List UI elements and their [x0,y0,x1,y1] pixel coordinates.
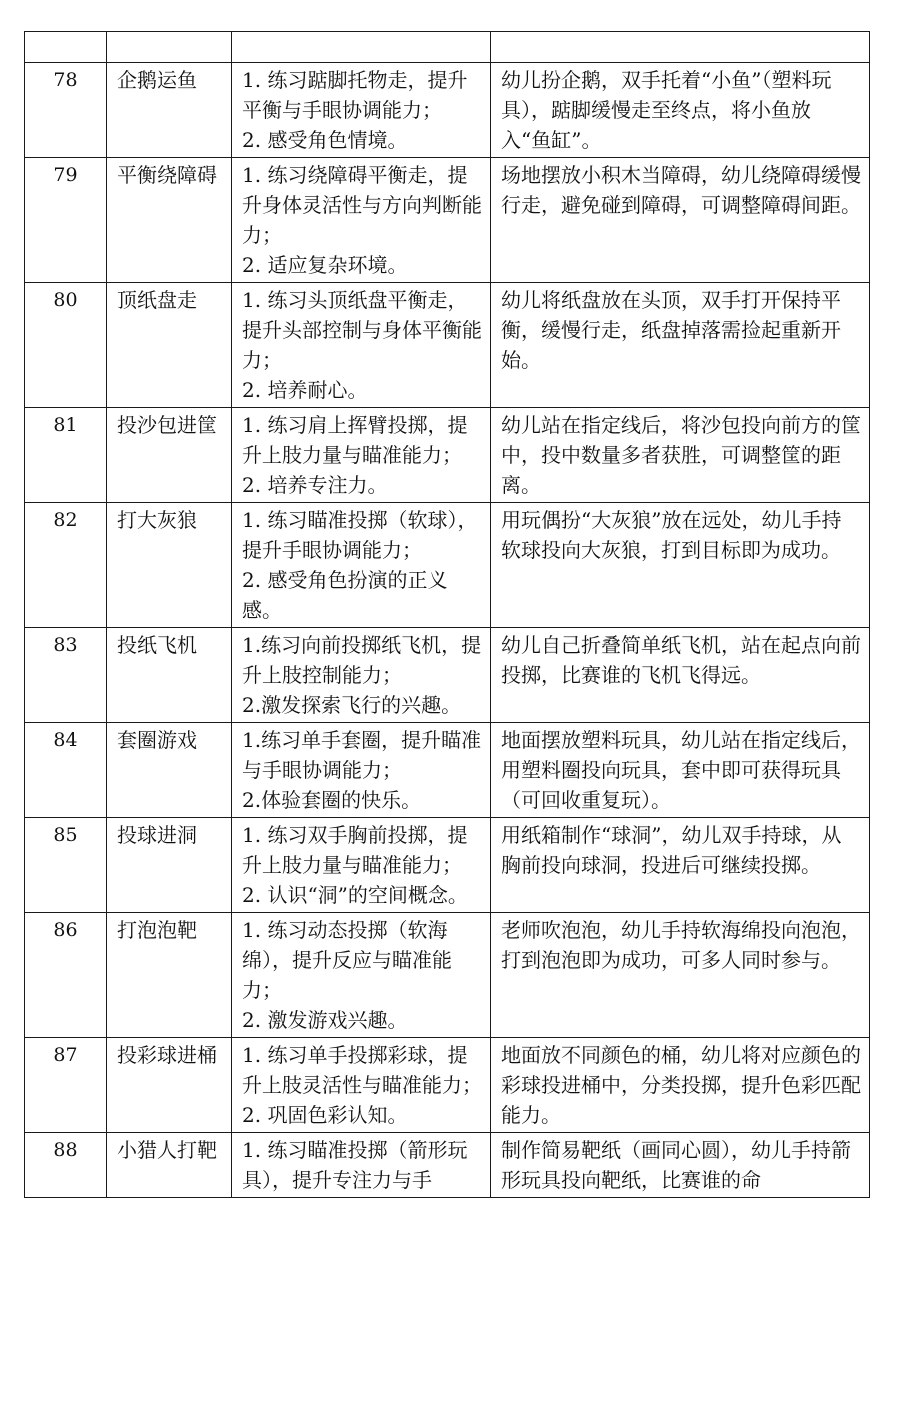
goal-item: 2.体验套圈的快乐。 [242,788,422,812]
activity-goals [232,283,491,408]
activity-name: 投纸飞机 [107,628,232,723]
activity-number: 78 [25,63,107,158]
table-header-row [25,32,870,63]
activity-name: 顶纸盘走 [107,283,232,408]
activity-table-body [25,32,870,1198]
activity-goals [232,408,491,503]
table-row [25,158,870,283]
goal-item: 2. 培养耐心。 [242,378,368,402]
goal-item: 2. 感受角色情境。 [242,128,408,152]
activity-name: 打泡泡靶 [107,913,232,1038]
activity-name: 小猎人打靶 [107,1133,232,1198]
activity-method: 地面摆放塑料玩具，幼儿站在指定线后，用塑料圈投向玩具，套中即可获得玩具（可回收重复玩）。 [491,723,870,818]
activity-number: 79 [25,158,107,283]
activity-goals [232,628,491,723]
activity-name: 投彩球进桶 [107,1038,232,1133]
activity-method: 幼儿将纸盘放在头顶，双手打开保持平衡，缓慢行走，纸盘掉落需捡起重新开始。 [491,283,870,408]
activity-goals [232,723,491,818]
table-row [25,723,870,818]
activity-name: 打大灰狼 [107,503,232,628]
activity-number: 86 [25,913,107,1038]
activity-table [24,31,870,1198]
activity-method: 制作简易靶纸（画同心圆），幼儿手持箭形玩具投向靶纸，比赛谁的命 [491,1133,870,1198]
goal-item: 1. 练习双手胸前投掷，提升上肢力量与瞄准能力； [242,823,468,877]
goal-item: 1. 练习瞄准投掷（软球），提升手眼协调能力； [242,508,478,562]
table-row [25,913,870,1038]
activity-number: 80 [25,283,107,408]
activity-name: 套圈游戏 [107,723,232,818]
goal-item: 1.练习单手套圈，提升瞄准与手眼协调能力； [242,728,482,782]
table-row [25,818,870,913]
goal-item: 1. 练习肩上挥臂投掷，提升上肢力量与瞄准能力； [242,413,468,467]
goal-item: 2. 培养专注力。 [242,473,388,497]
table-row [25,1038,870,1133]
goal-item: 1. 练习踮脚托物走，提升平衡与手眼协调能力； [242,68,468,122]
activity-goals [232,1038,491,1133]
table-row [25,283,870,408]
activity-method: 幼儿站在指定线后，将沙包投向前方的筐中，投中数量多者获胜，可调整筐的距离。 [491,408,870,503]
activity-number: 88 [25,1133,107,1198]
goal-item: 2. 适应复杂环境。 [242,253,408,277]
activity-method: 用玩偶扮“大灰狼”放在远处，幼儿手持软球投向大灰狼，打到目标即为成功。 [491,503,870,628]
activity-number: 82 [25,503,107,628]
goal-item: 1. 练习动态投掷（软海绵），提升反应与瞄准能力； [242,918,452,1002]
table-row [25,628,870,723]
goal-item: 1. 练习绕障碍平衡走，提升身体灵活性与方向判断能力； [242,163,482,247]
activity-name: 平衡绕障碍 [107,158,232,283]
activity-name: 投球进洞 [107,818,232,913]
activity-goals [232,503,491,628]
goal-item: 2. 感受角色扮演的正义感。 [242,568,448,622]
activity-name: 投沙包进筐 [107,408,232,503]
table-row [25,1133,870,1198]
goal-item: 2. 认识“洞”的空间概念。 [242,883,468,907]
goal-item: 2. 激发游戏兴趣。 [242,1008,408,1032]
activity-goals [232,913,491,1038]
activity-name: 企鹅运鱼 [107,63,232,158]
activity-method: 场地摆放小积木当障碍，幼儿绕障碍缓慢行走，避免碰到障碍，可调整障碍间距。 [491,158,870,283]
header-cell-number [25,32,107,63]
header-cell-name [107,32,232,63]
table-row [25,408,870,503]
activity-number: 84 [25,723,107,818]
activity-number: 87 [25,1038,107,1133]
goal-item: 1. 练习头顶纸盘平衡走，提升头部控制与身体平衡能力； [242,288,482,372]
goal-item: 2.激发探索飞行的兴趣。 [242,693,462,717]
header-cell-method [491,32,870,63]
activity-method: 老师吹泡泡，幼儿手持软海绵投向泡泡，打到泡泡即为成功，可多人同时参与。 [491,913,870,1038]
activity-number: 81 [25,408,107,503]
goal-item: 1.练习向前投掷纸飞机，提升上肢控制能力； [242,633,482,687]
activity-method: 地面放不同颜色的桶，幼儿将对应颜色的彩球投进桶中，分类投掷，提升色彩匹配能力。 [491,1038,870,1133]
table-row [25,503,870,628]
activity-number: 85 [25,818,107,913]
activity-method: 幼儿自己折叠简单纸飞机，站在起点向前投掷，比赛谁的飞机飞得远。 [491,628,870,723]
goal-item: 1. 练习单手投掷彩球，提升上肢灵活性与瞄准能力； [242,1043,482,1097]
table-row [25,63,870,158]
goal-item: 2. 巩固色彩认知。 [242,1103,408,1127]
activity-goals [232,158,491,283]
header-cell-goals [232,32,491,63]
activity-goals [232,818,491,913]
activity-method: 用纸箱制作“球洞”，幼儿双手持球，从胸前投向球洞，投进后可继续投掷。 [491,818,870,913]
activity-goals [232,63,491,158]
activity-number: 83 [25,628,107,723]
goal-item: 1. 练习瞄准投掷（箭形玩具），提升专注力与手 [242,1138,468,1192]
activity-goals [232,1133,491,1198]
activity-method: 幼儿扮企鹅，双手托着“小鱼”（塑料玩具），踮脚缓慢走至终点，将小鱼放入“鱼缸”。 [491,63,870,158]
